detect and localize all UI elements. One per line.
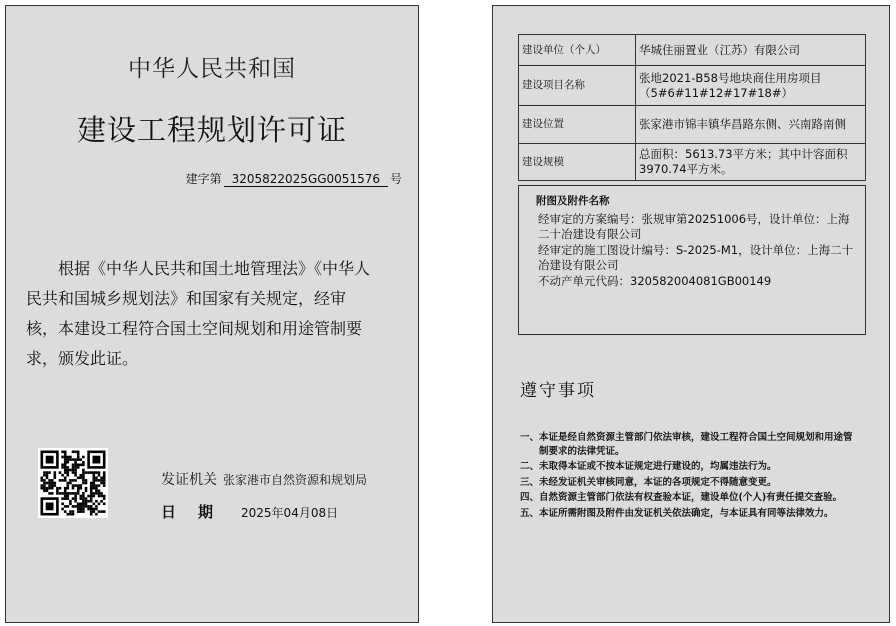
row-key: 建设位置 bbox=[519, 106, 636, 144]
project-info-table bbox=[518, 34, 866, 181]
issuer-line bbox=[161, 469, 367, 489]
permit-number-suffix: 号 bbox=[389, 172, 402, 186]
table-row bbox=[519, 66, 866, 106]
row-key: 建设规模 bbox=[519, 144, 636, 181]
row-value: 总面积：5613.73平方米；其中计容面积3970.74平方米。 bbox=[636, 144, 866, 181]
date-value: 2025年04月08日 bbox=[241, 506, 339, 520]
issuer-value: 张家港市自然资源和规划局 bbox=[223, 473, 368, 487]
notice-item: 五、本证所需附图及附件由发证机关依法确定，与本证具有同等法律效力。 bbox=[520, 507, 834, 519]
notice-list bbox=[520, 431, 860, 522]
row-value: 张地2021-B58号地块商住用房项目（5#6#11#12#17#18#） bbox=[636, 66, 866, 106]
qr-code-graphic bbox=[38, 448, 108, 518]
notice-item: 二、未取得本证或不按本证规定进行建设的，均属违法行为。 bbox=[520, 461, 777, 472]
permit-body-text: 根据《中华人民共和国土地管理法》《中华人民共和国城乡规划法》和国家有关规定，经审核，本建设工程符合国土空间规划和用途管制要求，颁发此证。 bbox=[26, 259, 371, 368]
table-row bbox=[519, 144, 866, 181]
permit-right-page bbox=[492, 5, 890, 623]
notice-item: 三、未经发证机关审核同意，本证的各项规定不得随意变更。 bbox=[520, 476, 777, 488]
attachments-title: 附图及附件名称 bbox=[536, 195, 610, 207]
qr-code-icon bbox=[38, 448, 108, 518]
table-row bbox=[519, 106, 866, 144]
row-key: 建设单位（个人） bbox=[519, 35, 636, 66]
permit-left-page bbox=[5, 5, 419, 623]
row-key: 建设项目名称 bbox=[519, 66, 636, 106]
date-label: 日期 bbox=[161, 503, 236, 521]
notice-item: 一、本证是经自然资源主管部门依法审核，建设工程符合国土空间规划和用途管制要求的法律凭证。 bbox=[520, 432, 853, 457]
attachments-box bbox=[518, 185, 866, 335]
notice-title: 遵守事项 bbox=[520, 381, 596, 401]
table-row bbox=[519, 35, 866, 66]
country-name: 中华人民共和国 bbox=[128, 56, 296, 82]
attachment-item: 经审定的方案编号：张规审第20251006号，设计单位：上海二十冶建设有限公司 bbox=[538, 211, 850, 241]
row-value: 张家港市锦丰镇华昌路东侧、兴南路南侧 bbox=[636, 106, 866, 144]
notice-item: 四、自然资源主管部门依法有权查验本证，建设单位(个人)有责任提交查验。 bbox=[520, 492, 843, 503]
date-line bbox=[161, 501, 338, 522]
row-value: 华城住丽置业（江苏）有限公司 bbox=[636, 35, 866, 66]
issuer-label: 发证机关 bbox=[161, 472, 217, 488]
attachment-item: 经审定的施工图设计编号：S-2025-M1，设计单位：上海二十冶建设有限公司 bbox=[538, 242, 854, 272]
attachment-item: 不动产单元代码：320582004081GB00149 bbox=[538, 273, 772, 288]
permit-title: 建设工程规划许可证 bbox=[76, 113, 347, 147]
permit-number bbox=[186, 170, 402, 187]
permit-number-prefix: 建字第 bbox=[185, 172, 222, 186]
permit-number-value: 320582202​5GG0051576 bbox=[224, 172, 388, 187]
